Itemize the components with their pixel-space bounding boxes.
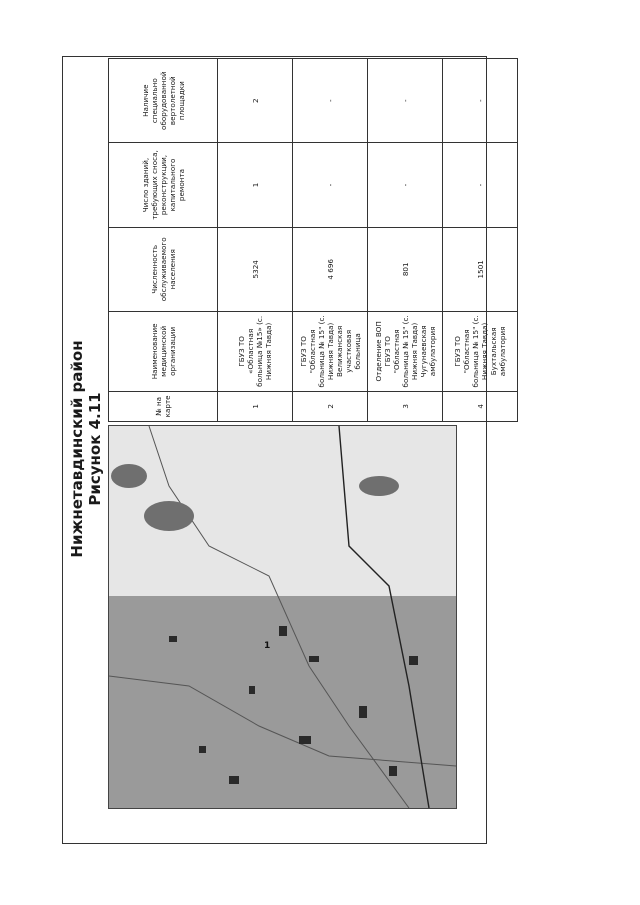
medical-organizations-table xyxy=(108,58,518,422)
figure-title: Рисунок 4.11 xyxy=(86,392,104,506)
rotated-content xyxy=(62,56,507,842)
cell-organization-name: ГБУЗ ТО "Областная больница № 15" (с. Нижняя Тавда) Велижанская участковая больница xyxy=(293,311,368,391)
cell-organization-name: ГБУЗ ТО "Областная больница № 15" (с. Нижняя Тавда) Бухтальская амбулатория xyxy=(443,311,518,391)
cell-buildings: - xyxy=(368,143,443,227)
cell-buildings: 1 xyxy=(218,143,293,227)
header-map-number: № на карте xyxy=(109,391,218,421)
header-helipad: Наличие специально оборудованной вертолетной площадки xyxy=(109,59,218,143)
cell-helipad: - xyxy=(293,59,368,143)
cell-helipad: 2 xyxy=(218,59,293,143)
table-row xyxy=(368,59,443,422)
table-row xyxy=(293,59,368,422)
header-organization-name: Наименование медицинской организации xyxy=(109,311,218,391)
cell-organization-name: Отделение ВОП ГБУЗ ТО "Областная больница № 15" (с. Нижняя Тавда) Чугунаевская амбулатория xyxy=(368,311,443,391)
cell-population: 5324 xyxy=(218,227,293,311)
cell-population: 1501 xyxy=(443,227,518,311)
cell-buildings: - xyxy=(293,143,368,227)
map-marker-label: 1 xyxy=(264,641,271,651)
cell-map-number: 4 xyxy=(443,391,518,421)
cell-buildings: - xyxy=(443,143,518,227)
cell-map-number: 2 xyxy=(293,391,368,421)
cell-population: 801 xyxy=(368,227,443,311)
cell-helipad: - xyxy=(368,59,443,143)
table-row xyxy=(443,59,518,422)
cell-organization-name: ГБУЗ ТО «Областная больница №15» (с. Нижняя Тавда) xyxy=(218,311,293,391)
district-title: Нижнетавдинский район xyxy=(68,340,86,558)
table-header-row xyxy=(109,59,218,422)
header-population: Численность обслуживаемого населения xyxy=(109,227,218,311)
table-row xyxy=(218,59,293,422)
cell-map-number: 3 xyxy=(368,391,443,421)
header-buildings: Число зданий, требующих сноса, реконструкции, капитального ремонта xyxy=(109,143,218,227)
cell-helipad: - xyxy=(443,59,518,143)
cell-map-number: 1 xyxy=(218,391,293,421)
cell-population: 4 696 xyxy=(293,227,368,311)
